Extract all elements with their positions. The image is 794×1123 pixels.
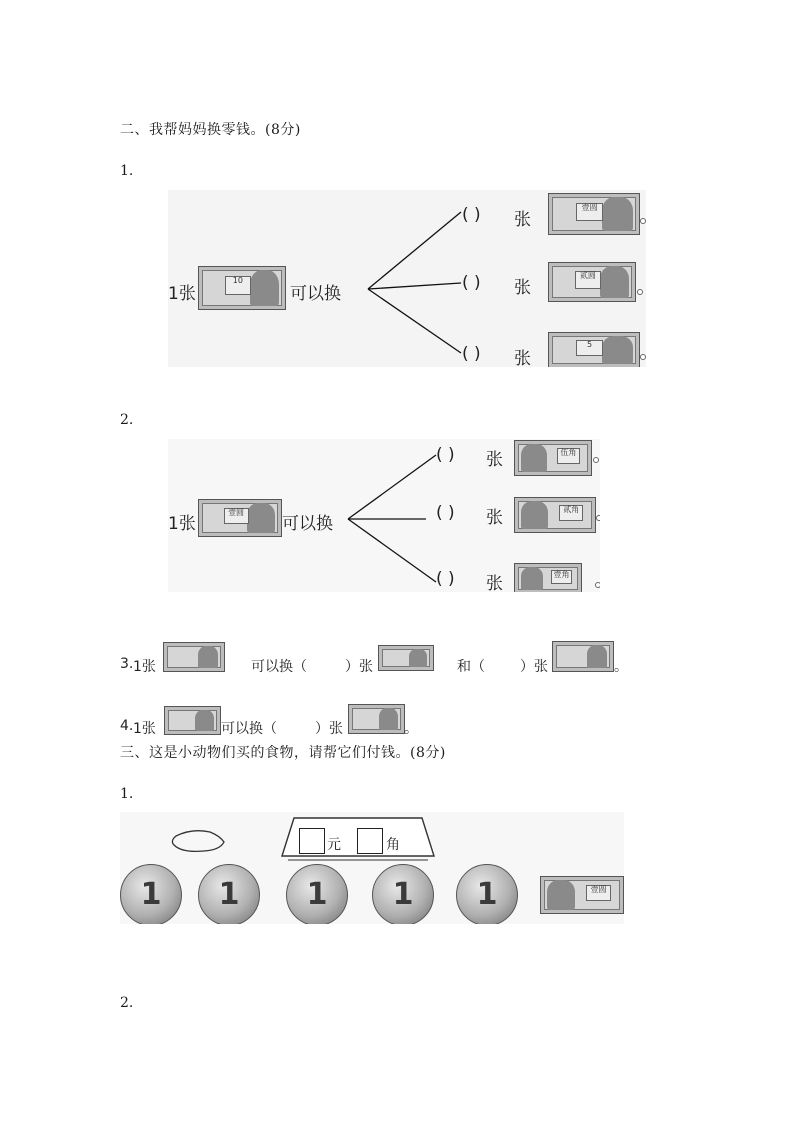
q2-left-label: 1张	[168, 514, 196, 534]
one-yuan-coin: 1	[372, 864, 434, 924]
q3-and: 和（	[457, 659, 485, 675]
q4-mid: 可以换（	[221, 721, 277, 737]
two-jiao-note: 贰角	[514, 497, 596, 533]
q1-unit-2: 张	[514, 278, 531, 298]
question-1-panel	[168, 190, 646, 367]
q2-blank-1[interactable]: ( )	[436, 445, 455, 465]
question-1-number: 1.	[120, 163, 134, 179]
section-3-question-1-number: 1.	[120, 786, 134, 802]
yuan-answer-box[interactable]	[299, 828, 325, 854]
q3-close-1[interactable]: ）张	[345, 659, 373, 675]
five-jiao-note: 伍角	[514, 440, 592, 476]
section-3-heading: 三、这是小动物们买的食物，请帮它们付钱。(8分)	[120, 745, 446, 761]
q2-unit-3: 张	[486, 574, 503, 592]
one-yuan-coin: 1	[456, 864, 518, 924]
section-2-heading: 二、我帮妈妈换零钱。(8分)	[120, 122, 301, 138]
ten-yuan-note: 10	[198, 266, 286, 310]
q2-mid-label: 可以换	[282, 514, 333, 534]
one-yuan-banknote: 壹圆	[540, 876, 624, 914]
q1-mid-label: 可以换	[290, 284, 341, 304]
q4-close-1[interactable]: ）张	[315, 721, 343, 737]
one-yuan-note: 壹圆	[548, 193, 640, 235]
q3-five-yuan-note	[163, 642, 225, 672]
q2-blank-2[interactable]: ( )	[436, 503, 455, 523]
one-jiao-note: 壹角	[514, 563, 582, 592]
q1-unit-1: 张	[514, 210, 531, 230]
section-3-question-1-panel	[120, 812, 624, 924]
question-4-number: 4.	[120, 718, 134, 734]
q1-left-label: 1张	[168, 284, 196, 304]
q2-blank-3[interactable]: ( )	[436, 569, 455, 589]
q2-unit-1: 张	[486, 450, 503, 470]
q4-prefix: 1张	[133, 721, 156, 737]
q3-close-2[interactable]: ）张	[520, 659, 548, 675]
two-yuan-note: 贰圆	[548, 262, 636, 302]
q2-unit-2: 张	[486, 508, 503, 528]
yuan-label: 元	[327, 837, 341, 853]
q4-ten-yuan-note	[164, 706, 221, 735]
q4-end: 。	[404, 721, 418, 737]
q3-end: 。	[614, 659, 628, 675]
q3-prefix: 1张	[133, 659, 156, 675]
jiao-answer-box[interactable]	[357, 828, 383, 854]
five-yuan-note: 5	[548, 332, 640, 367]
one-yuan-coin: 1	[198, 864, 260, 924]
q1-unit-3: 张	[514, 349, 531, 367]
q3-two-yuan-note	[378, 645, 434, 671]
q3-mid: 可以换（	[251, 659, 307, 675]
q3-one-yuan-note	[552, 641, 614, 672]
section-3-question-2-number: 2.	[120, 995, 134, 1011]
question-3-number: 3.	[120, 656, 134, 672]
q1-blank-1[interactable]: ( )	[462, 205, 481, 225]
q4-five-yuan-note	[348, 704, 405, 734]
question-2-number: 2.	[120, 412, 134, 428]
q1-blank-2[interactable]: ( )	[462, 273, 481, 293]
one-yuan-coin: 1	[286, 864, 348, 924]
one-yuan-source-note: 壹圆	[198, 499, 282, 537]
q1-blank-3[interactable]: ( )	[462, 344, 481, 364]
jiao-label: 角	[386, 837, 400, 853]
one-yuan-coin: 1	[120, 864, 182, 924]
question-2-panel	[168, 439, 600, 592]
